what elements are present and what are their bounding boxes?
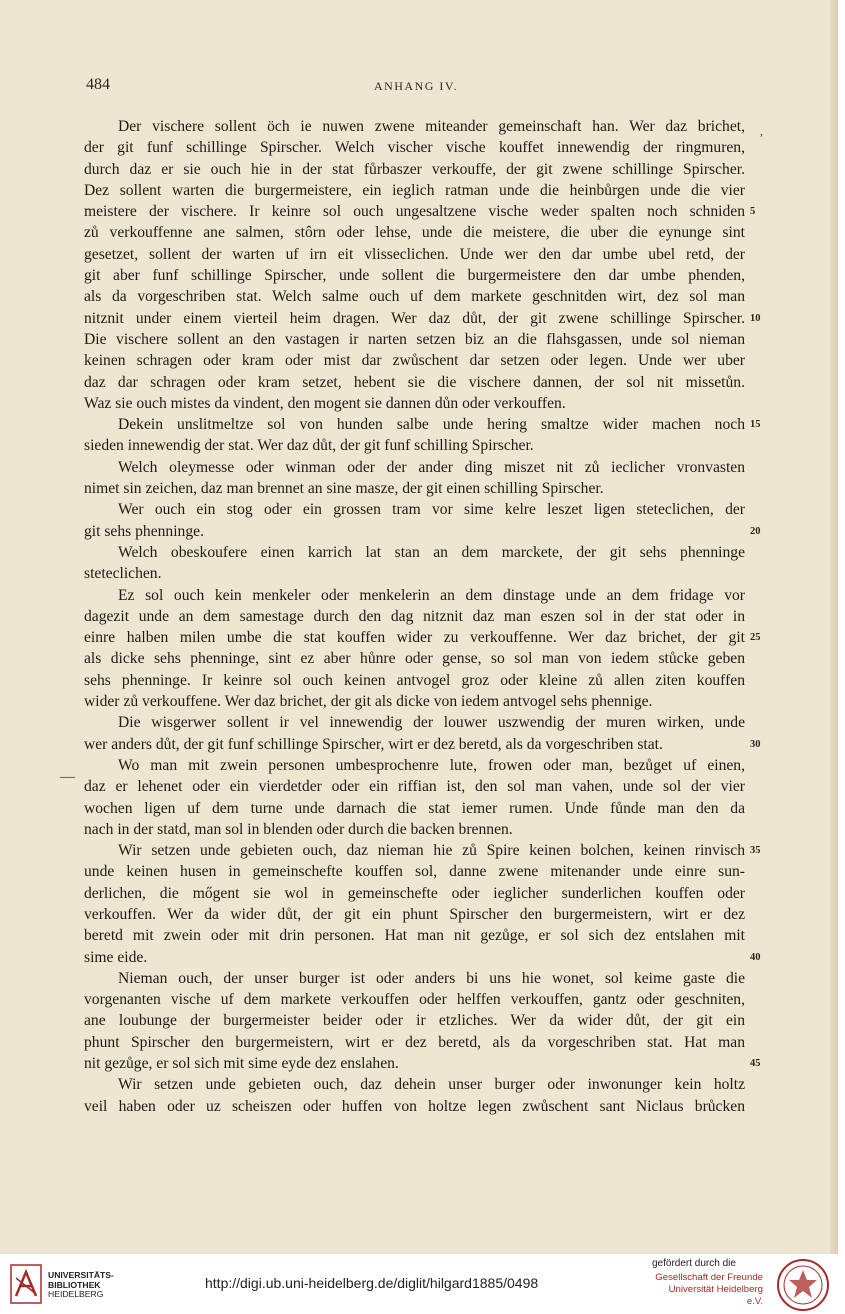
line-number: 30 (750, 738, 761, 750)
text-line: vorgenanten vische uf dem markete verkouffen oder helffen verkouffen, gantz oder geschniten, (84, 991, 745, 1009)
line-number: 35 (750, 845, 761, 857)
text-line: Der vischere sollent öch ie nuwen zwene miteander gemeinschaft han. Wer daz brichet, (118, 118, 745, 135)
text-line: gesetzet, sollent der warten uf irn eit vlisseclichen. Unde wer den dar umbe ubel retd, der (84, 245, 745, 263)
library-logo[interactable] (10, 1264, 130, 1308)
text-line: meistere der vischere. Ir keinre sol ouch ungesaltzene vische weder spalten noch schniden (84, 203, 745, 221)
page-number: 484 (86, 76, 110, 93)
text-line: der git funf schillinge Spirscher. Welch vischer vische kouffet innewendig der ringmuren, (84, 139, 745, 157)
text-line: unde keinen husen in gemeinschefte kouffen sol, danne zwene mitenander unde einre sun- (84, 863, 745, 881)
text-line: git sehs phenninge. (84, 522, 204, 540)
running-title: ANHANG IV. (373, 79, 459, 93)
text-line: Die wisgerwer sollent ir vel innewendig der louwer uszwendig der muren wirken, unde (118, 714, 745, 732)
text-line: phunt Spirscher den burgermeistern, wirt er dez beretd, als da vorgeschriben stat. Hat man (84, 1033, 745, 1051)
library-name-line: HEIDELBERG (48, 1289, 104, 1300)
text-line: Nieman ouch, der unser burger ist oder anders bi uns hie wonet, sol keime gaste die (118, 969, 745, 987)
text-line: daz dar schragen oder kram setzet, hebent sie die vischere dannen, der sol nit missetůn. (84, 373, 745, 391)
text-line: durch daz er sie ouch hie in der stat fůrbaszer verkouffe, der git zwene schillinge Spirscher. (84, 160, 745, 178)
text-line: sime eide. (84, 948, 148, 966)
library-logo-icon (10, 1264, 42, 1304)
text-line: wider zů verkouffene. Wer daz brichet, der git als dicke von iedem antvogel sehs phennige. (84, 693, 653, 711)
text-line: veil haben oder uz scheiszen oder huffen von holtze legen zwůschent sant Niclaus brůcken (84, 1097, 745, 1115)
text-line: nitznit under einem vierteil heim dragen. Wer daz důt, der git zwene schillinge Spirscher. (84, 309, 745, 327)
text-line: ane loubunge der burgermeister beider oder ir etzliches. Wer da wider důt, der git ein (84, 1012, 745, 1030)
society-name-line: Gesellschaft der Freunde (655, 1272, 763, 1283)
text-line: dagezit unde an dem samestage durch den dag nitznit daz man eszen sol in der stat oder in (84, 607, 745, 625)
line-number: 20 (750, 525, 761, 537)
text-line: verkouffen. Wer da wider důt, der git ein phunt Spirscher den burgermeistern, wirt er dez (84, 905, 745, 923)
margin-dash: — (60, 769, 75, 785)
text-line: als da vorgeschriben stat. Welch salme ouch uf dem markete geschnitden wirt, dez sol man (84, 288, 745, 306)
line-number: 10 (750, 312, 761, 324)
line-number: 15 (750, 419, 761, 431)
text-line: Wo man mit zwein personen umbesprochenre lute, frowen oder man, bezůget uf einen, (118, 756, 745, 774)
funded-by-label: gefördert durch die (652, 1258, 736, 1269)
permalink-url[interactable]: http://digi.ub.uni-heidelberg.de/diglit/hilgard1885/0498 (205, 1275, 539, 1291)
text-line: wer anders důt, der git funf schillinge Spirscher, wirt er dez beretd, als da vorgeschriben stat. (84, 735, 663, 753)
library-name-line: UNIVERSITÄTS- (48, 1270, 114, 1280)
margin-tick: , (760, 124, 763, 138)
text-line: Wir setzen unde gebieten ouch, daz nieman hie zů Spire keinen bolchen, keinen rinvisch (118, 842, 745, 860)
society-name[interactable] (653, 1272, 763, 1308)
society-name-line: Universität Heidelberg e.V. (668, 1284, 763, 1307)
body-text (84, 116, 745, 1117)
text-line: wochen ligen uf dem turne unde darnach die stat iemer rumen. Unde fůnde man den da (84, 799, 745, 817)
text-line: Welch obeskoufere einen karrich lat stan an dem marckete, der git sehs phenninge (118, 543, 745, 561)
text-line: nit gezůge, er sol sich mit sime eyde dez enslahen. (84, 1055, 399, 1073)
text-line: als dicke sehs phenninge, sint ez aber hůnre oder gense, so sol man von iedem stůcke geben (84, 650, 745, 668)
university-seal-icon[interactable] (776, 1258, 830, 1312)
text-line: beretd mit zwein oder mit drin personen. Hat man nit gezůge, er sol sich dez entslahen mit (84, 927, 745, 945)
library-name-line: BIBLIOTHEK (48, 1279, 101, 1290)
library-name (48, 1271, 114, 1300)
text-line: Wir setzen unde gebieten ouch, daz dehein unser burger oder inwonunger kein holtz (118, 1076, 745, 1094)
text-line: Welch oleymesse oder winman oder der ander ding miszet nit zů ieclicher vronvasten (118, 458, 745, 476)
text-line: Dez sollent warten die burgermeistere, ein ieglich ratman unde die heinbůrgen unde die vier (84, 181, 745, 199)
text-line: Die vischere sollent an den vastagen ir narten setzen biz an die flahsgassen, unde sol nieman (84, 330, 745, 348)
line-number: 40 (750, 951, 761, 963)
line-number: 5 (750, 206, 756, 218)
text-line: sieden innewendig der stat. Wer daz důt, der git funf schilling Spirscher. (84, 437, 534, 455)
line-number: 25 (750, 632, 761, 644)
text-line: zů verkouffenne ane salmen, stôrn oder lehse, unde die meistere, die uber die eynunge sint (84, 224, 745, 242)
text-line: daz er lehenet oder ein vierdetder oder ein riffian ist, den sol man vahen, unde sol der vier (84, 778, 745, 796)
text-line: nimet sin zeichen, daz man brennet an sine masze, der git einen schilling Spirscher. (84, 480, 604, 498)
text-line: Waz sie ouch mistes da vindent, den mogent sie dannen důn oder verkouffen. (84, 394, 566, 412)
text-line: derlichen, die mőgent sie wol in gemeinschefte oder ieglicher sunderlichen kouffen oder (84, 884, 745, 902)
text-line: Dekein unslitmeltze sol von hunden salbe unde hering smaltze wider machen noch (118, 416, 745, 434)
text-line: keinen schragen oder kram oder mist dar zwůschent dar setzen oder legen. Unde wer uber (84, 352, 745, 370)
text-line: steteclichen. (84, 565, 162, 583)
line-number: 45 (750, 1058, 761, 1070)
page-header (86, 76, 746, 98)
text-line: git aber funf schillinge Spirscher, unde sollent die burgermeistere den dar umbe phenden, (84, 267, 745, 285)
text-line: nach in der statd, man sol in blenden oder durch die backen brennen. (84, 820, 513, 838)
footer-bar (0, 1254, 845, 1314)
text-line: Ez sol ouch kein menkeler oder menkelerin an dem dinstage unde an dem fridage vor (118, 586, 745, 604)
page-edge-shadow (830, 0, 838, 1254)
text-line: einre halben milen umbe die stat kouffen wider zu verkouffenne. Wer daz brichet, der git (84, 629, 745, 647)
text-line: Wer ouch ein stog oder ein grossen tram vor sime kelre leszet ligen steteclichen, der (118, 501, 745, 519)
text-line: sehs phenninge. Ir keinre sol ouch keinen antvogel groz oder kleine zů allen ziten kouffen (84, 671, 745, 689)
